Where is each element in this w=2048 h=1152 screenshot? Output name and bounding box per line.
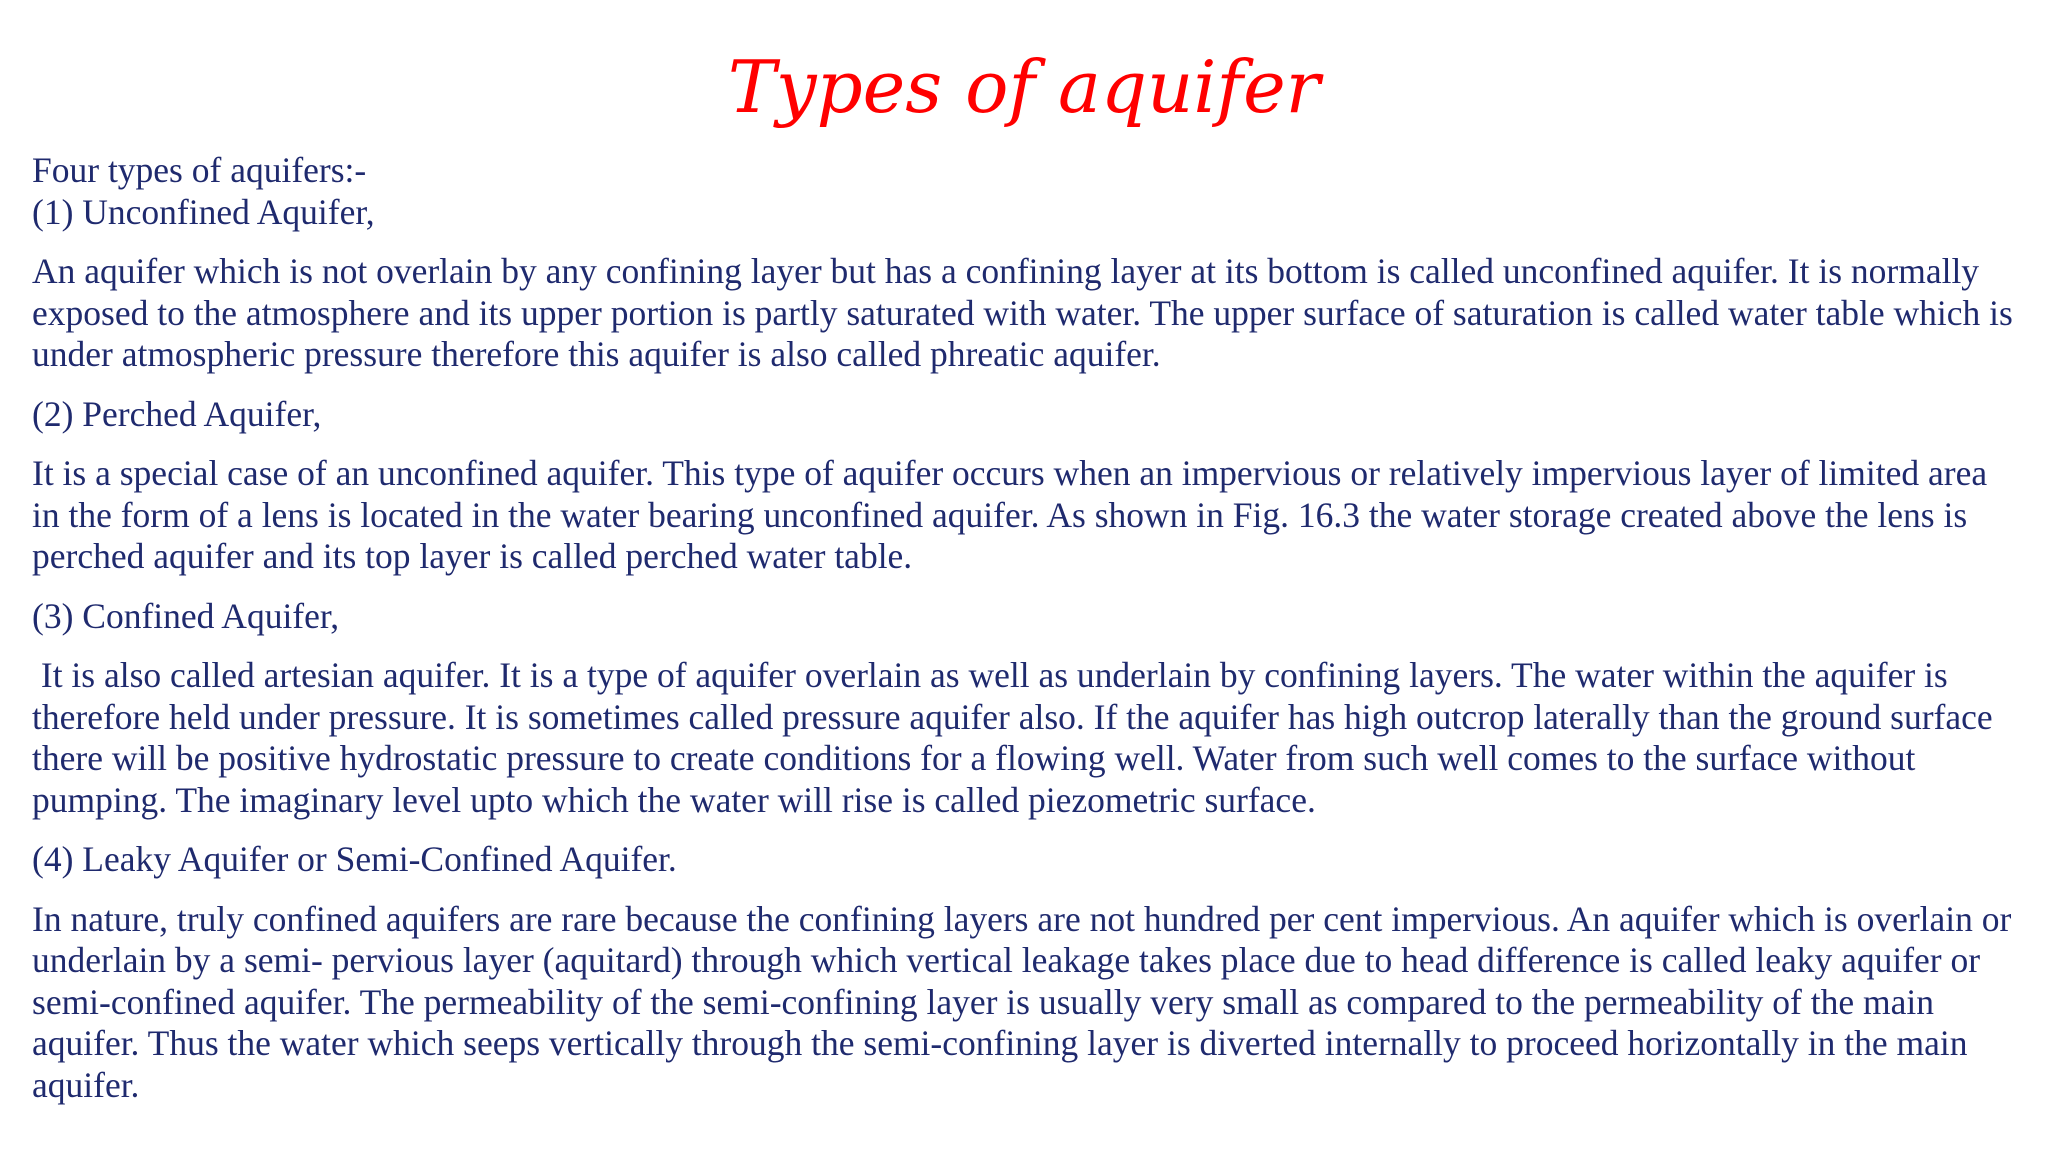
- section-body-leaky: In nature, truly confined aquifers are rare because the confining layers are not hundred per cent impervious. An aquifer which is overlain or underlain by a semi- pervious layer (aquitard) through which vertical leakage takes place due to head difference is called leaky aquifer or semi-confined aquifer. The permeability of the semi-confining layer is usually very small as compared to the permeability of the main aquifer. Thus the water which seeps vertically through the semi-confining layer is diverted internally to proceed horizontally in the main aquifer.: [32, 898, 2012, 1105]
- intro-text: Four types of aquifers:-: [32, 150, 367, 190]
- section-body-perched: It is a special case of an unconfined aquifer. This type of aquifer occurs when an impervious or relatively impervious layer of limited area in the form of a lens is located in the water bearing unconfined aquifer. As shown in Fig. 16.3 the water storage created above the lens is perched aquifer and its top layer is called perched water table.: [32, 453, 1988, 576]
- section-heading-unconfined: (1) Unconfined Aquifer,: [32, 191, 375, 232]
- section-heading-perched: (2) Perched Aquifer,: [32, 393, 322, 434]
- section-body-unconfined: An aquifer which is not overlain by any confining layer but has a confining layer at its bottom is called unconfined aquifer. It is normally exposed to the atmosphere and its upper portion is partly saturated with water. The upper surface of saturation is called water table which is under atmospheric pressure therefore this aquifer is also called phreatic aquifer.: [32, 251, 2013, 374]
- section-heading-leaky: (4) Leaky Aquifer or Semi-Confined Aquifer.: [32, 839, 677, 879]
- slide-title: Types of aquifer: [727, 45, 1321, 129]
- section-heading-confined: (3) Confined Aquifer,: [32, 595, 340, 636]
- section-body-confined: It is also called artesian aquifer. It is a type of aquifer overlain as well as underlain by confining layers. The water within the aquifer is therefore held under pressure. It is sometimes called pressure aquifer also. If the aquifer has high outcrop laterally than the ground surface there will be positive hydrostatic pressure to create conditions for a flowing well. Water from such well comes to the surface without pumping. The imaginary level upto which the water will rise is called piezometric surface.: [32, 655, 2002, 820]
- slide-content: [32, 150, 2022, 1106]
